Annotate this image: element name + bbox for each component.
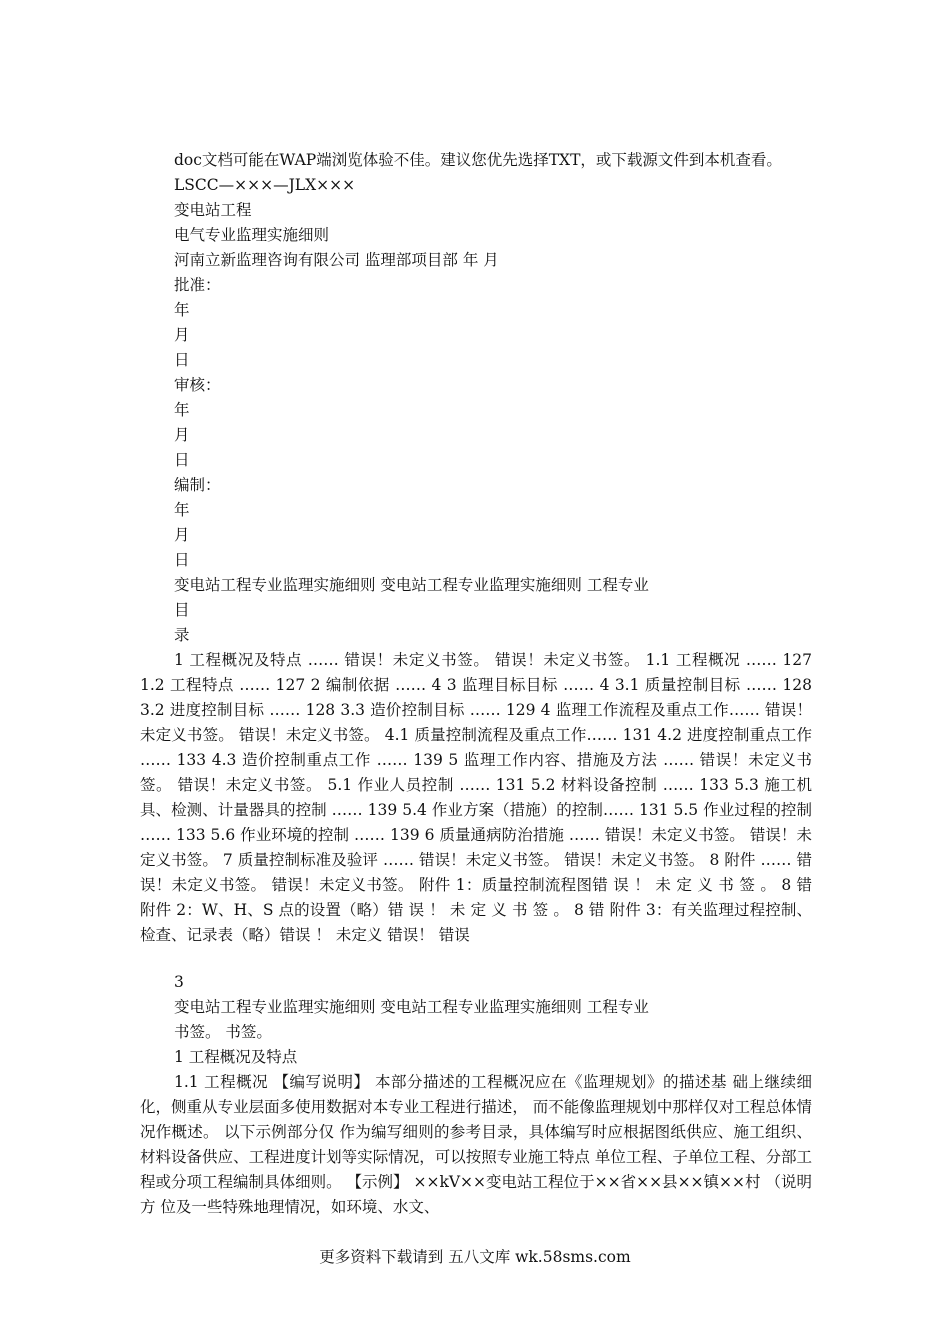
compile-label: 编制： [174,476,221,494]
review-year: 年 [174,401,190,419]
footer-link[interactable]: 更多资料下载请到 五八文库 wk.58sms.com [319,1248,631,1266]
compile-day: 日 [174,551,190,569]
section-heading: 1 工程概况及特点 [174,1048,298,1066]
section-body [140,1070,812,1220]
toc-text: 1 工程概况及特点 …… 错误！未定义书签。 错误！未定义书签。 1.1 工程概况 …… 127 1.2 工程特点 …… 127 2 编制依据 …… 4 3 监理目标目标 …… 4 3.1 质量控制目标 …… 128 3.2 进度控制目标 …… 128 3.3 造价控制目标 …… 129 4 监理工作流程及重点工作…… 错误！未定义书签。 错误！未定义书签。 4.1 质量控制流程及重点工作…… 131 4.2 进度控制重点工作 …… 133 4.3 造价控制重点工作 …… 139 5 监理工作内容、措施及方法 …… 错误！未定义书签。 错误！未定义书签。 5.1 作业人员控制 …… 131 5.2 材料设备控制 …… 133 5.3 施工机具、检测、计量器具的控制 …… 139 5.4 作业方案（措施）的控制…… 131 5.5 作业过程的控制 …… 133 5.6 作业环境的控制 …… 139 6 质量通病防治措施 …… 错误！未定义书签。 错误！未定义书签。 7 质量控制标准及验评 …… 错误！未定义书签。 错误！未定义书签。 8 附件 …… 错误！未定义书签。 错误！未定义书签。 附件 1：质量控制流程图错 误 ！ 未 定 义 书 签 。 8 错 附件 2：W、H、S 点的设置（略）错 误 ！ 未 定 义 书 签 。 8 错 附件 3：有关监理过程控制、检查、记录表（略）错误 ！ 未定义 错误！ 错误 [140,651,812,944]
project-title: 变电站工程 [174,201,252,219]
review-label: 审核： [174,376,221,394]
toc-heading-1: 目 [174,601,190,619]
bookmark-tail: 书签。 书签。 [174,1023,272,1041]
doc-code: LSCC—×××—JLX××× [174,176,356,194]
approve-year: 年 [174,301,190,319]
approve-month: 月 [174,326,190,344]
review-month: 月 [174,426,190,444]
compile-month: 月 [174,526,190,544]
approve-label: 批准： [174,276,221,294]
approve-day: 日 [174,351,190,369]
company-line: 河南立新监理咨询有限公司 监理部项目部 年 月 [174,251,499,269]
section-body-text: 1.1 工程概况 【编写说明】 本部分描述的工程概况应在《监理规划》的描述基 础上继续细化，侧重从专业层面多使用数据对本专业工程进行描述， 而不能像监理规划中那样仅对工程总体情况作概述。 以下示例部分仅 作为编写细则的参考目录，具体编写时应根据图纸供应、施工组织、 材料设备供应、工程进度计划等实际情况，可以按照专业施工特点 单位工程、子单位工程、分部工程或分项工程编制具体细则。 【示例】 ××kV××变电站工程位于××省××县××镇××村 （说明方 位及一些特殊地理情况，如环境、水文、 [140,1073,812,1216]
page-number: 3 [174,973,184,991]
doc-title: 电气专业监理实施细则 [174,226,330,244]
review-day: 日 [174,451,190,469]
running-header: 变电站工程专业监理实施细则 变电站工程专业监理实施细则 工程专业 [174,576,649,594]
toc-heading-2: 录 [174,626,190,644]
running-header-2: 变电站工程专业监理实施细则 变电站工程专业监理实施细则 工程专业 [174,998,649,1016]
table-of-contents [140,648,812,948]
wap-notice: doc文档可能在WAP端浏览体验不佳。建议您优先选择TXT，或下载源文件到本机查看。 [174,151,782,169]
compile-year: 年 [174,501,190,519]
